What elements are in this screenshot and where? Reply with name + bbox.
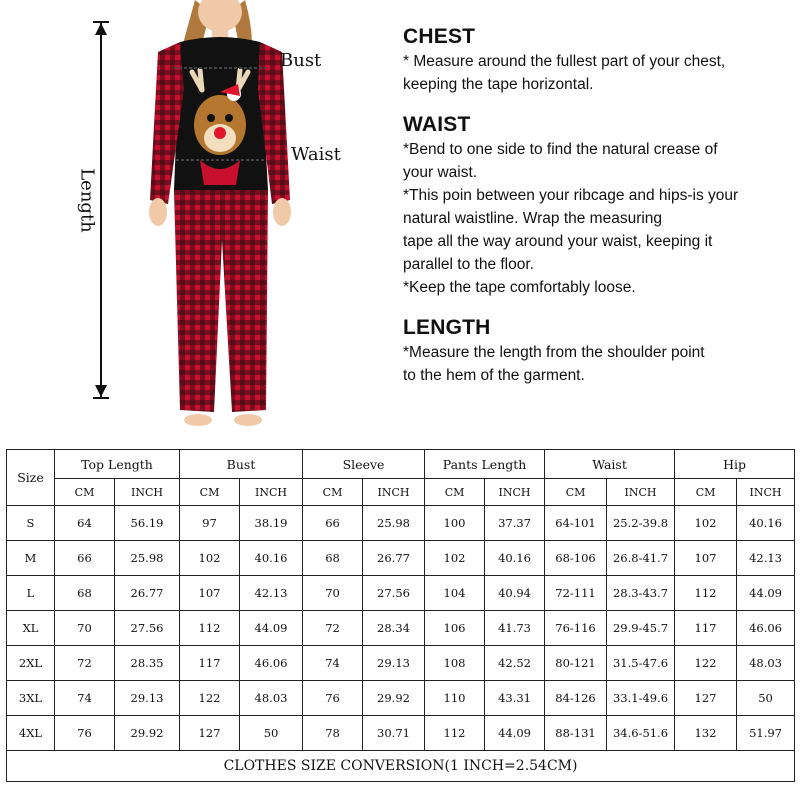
table-cell: 44.09 bbox=[240, 611, 303, 646]
table-cell: 29.92 bbox=[115, 716, 180, 751]
model-figure bbox=[0, 0, 380, 440]
table-cell: 34.6-51.6 bbox=[607, 716, 675, 751]
size-cell: XL bbox=[7, 611, 55, 646]
table-cell: 76-116 bbox=[545, 611, 607, 646]
table-cell: 107 bbox=[675, 541, 737, 576]
table-cell: 102 bbox=[425, 541, 485, 576]
table-cell: 42.13 bbox=[737, 541, 795, 576]
table-cell: 29.13 bbox=[363, 646, 425, 681]
table-cell: 29.92 bbox=[363, 681, 425, 716]
table-cell: 46.06 bbox=[240, 646, 303, 681]
table-row bbox=[7, 506, 795, 541]
group-header-bust: Bust bbox=[180, 450, 303, 479]
unit-inch-header: INCH bbox=[363, 479, 425, 506]
unit-cm-header: CM bbox=[303, 479, 363, 506]
unit-cm-header: CM bbox=[180, 479, 240, 506]
table-cell: 97 bbox=[180, 506, 240, 541]
measurement-instructions bbox=[403, 24, 783, 403]
pajama-pants bbox=[174, 190, 268, 412]
table-row bbox=[7, 681, 795, 716]
table-cell: 64-101 bbox=[545, 506, 607, 541]
group-header-sleeve: Sleeve bbox=[303, 450, 425, 479]
table-cell: 112 bbox=[425, 716, 485, 751]
table-cell: 112 bbox=[180, 611, 240, 646]
group-header-row bbox=[7, 450, 795, 479]
pajama-model-illustration bbox=[140, 0, 300, 440]
table-cell: 40.94 bbox=[485, 576, 545, 611]
table-cell: 40.16 bbox=[485, 541, 545, 576]
table-cell: 102 bbox=[180, 541, 240, 576]
arrow-up-icon bbox=[95, 23, 107, 35]
length-dimension-line bbox=[100, 22, 102, 398]
table-cell: 117 bbox=[180, 646, 240, 681]
table-cell: 33.1-49.6 bbox=[607, 681, 675, 716]
table-cell: 84-126 bbox=[545, 681, 607, 716]
table-cell: 117 bbox=[675, 611, 737, 646]
table-cell: 74 bbox=[303, 646, 363, 681]
table-cell: 30.71 bbox=[363, 716, 425, 751]
unit-inch-header: INCH bbox=[737, 479, 795, 506]
table-cell: 127 bbox=[180, 716, 240, 751]
group-header-waist: Waist bbox=[545, 450, 675, 479]
conversion-note: CLOTHES SIZE CONVERSION(1 INCH=2.54CM) bbox=[7, 751, 795, 782]
table-cell: 78 bbox=[303, 716, 363, 751]
waist-title: WAIST bbox=[403, 113, 471, 136]
unit-cm-header: CM bbox=[545, 479, 607, 506]
table-cell: 72 bbox=[303, 611, 363, 646]
table-cell: 68-106 bbox=[545, 541, 607, 576]
table-cell: 122 bbox=[180, 681, 240, 716]
table-row bbox=[7, 646, 795, 681]
unit-header-row bbox=[7, 479, 795, 506]
table-cell: 40.16 bbox=[737, 506, 795, 541]
size-header: Size bbox=[7, 450, 55, 506]
table-cell: 31.5-47.6 bbox=[607, 646, 675, 681]
table-cell: 100 bbox=[425, 506, 485, 541]
table-cell: 88-131 bbox=[545, 716, 607, 751]
table-cell: 42.13 bbox=[240, 576, 303, 611]
length-section bbox=[403, 315, 783, 387]
waist-label: Waist bbox=[291, 144, 341, 165]
table-cell: 46.06 bbox=[737, 611, 795, 646]
table-cell: 110 bbox=[425, 681, 485, 716]
unit-cm-header: CM bbox=[675, 479, 737, 506]
table-cell: 29.9-45.7 bbox=[607, 611, 675, 646]
table-cell: 48.03 bbox=[240, 681, 303, 716]
size-cell: M bbox=[7, 541, 55, 576]
table-cell: 56.19 bbox=[115, 506, 180, 541]
table-cell: 107 bbox=[180, 576, 240, 611]
chest-section bbox=[403, 24, 783, 96]
table-cell: 66 bbox=[303, 506, 363, 541]
table-cell: 40.16 bbox=[240, 541, 303, 576]
waist-section bbox=[403, 112, 783, 299]
table-row bbox=[7, 576, 795, 611]
table-cell: 28.3-43.7 bbox=[607, 576, 675, 611]
table-cell: 122 bbox=[675, 646, 737, 681]
group-header-top-length: Top Length bbox=[55, 450, 180, 479]
table-cell: 80-121 bbox=[545, 646, 607, 681]
table-cell: 25.2-39.8 bbox=[607, 506, 675, 541]
unit-inch-header: INCH bbox=[240, 479, 303, 506]
table-cell: 48.03 bbox=[737, 646, 795, 681]
table-cell: 66 bbox=[55, 541, 115, 576]
table-cell: 76 bbox=[55, 716, 115, 751]
table-cell: 28.34 bbox=[363, 611, 425, 646]
size-cell: 3XL bbox=[7, 681, 55, 716]
unit-cm-header: CM bbox=[425, 479, 485, 506]
table-cell: 50 bbox=[737, 681, 795, 716]
waist-text: *Bend to one side to find the natural crease of your waist. *This poin between your ribcage and hips-is your natural waistline. Wrap the measuring tape all the way around your waist, keeping it parallel to the floor. *Keep the tape comfortably loose. bbox=[403, 141, 739, 296]
chest-title: CHEST bbox=[403, 25, 476, 48]
table-cell: 72 bbox=[55, 646, 115, 681]
chest-text: * Measure around the fullest part of your chest, keeping the tape horizontal. bbox=[403, 53, 726, 93]
table-cell: 104 bbox=[425, 576, 485, 611]
table-cell: 28.35 bbox=[115, 646, 180, 681]
unit-inch-header: INCH bbox=[607, 479, 675, 506]
table-cell: 27.56 bbox=[115, 611, 180, 646]
size-cell: L bbox=[7, 576, 55, 611]
table-cell: 68 bbox=[55, 576, 115, 611]
table-cell: 127 bbox=[675, 681, 737, 716]
length-dimension-bottom-cap bbox=[93, 397, 109, 399]
table-cell: 25.98 bbox=[363, 506, 425, 541]
table-cell: 132 bbox=[675, 716, 737, 751]
length-label: Length bbox=[76, 168, 98, 233]
table-cell: 102 bbox=[675, 506, 737, 541]
table-cell: 44.09 bbox=[737, 576, 795, 611]
table-cell: 76 bbox=[303, 681, 363, 716]
size-chart-table bbox=[6, 449, 795, 782]
size-cell: 2XL bbox=[7, 646, 55, 681]
table-cell: 27.56 bbox=[363, 576, 425, 611]
table-cell: 112 bbox=[675, 576, 737, 611]
table-cell: 26.77 bbox=[115, 576, 180, 611]
table-cell: 108 bbox=[425, 646, 485, 681]
table-cell: 29.13 bbox=[115, 681, 180, 716]
table-cell: 68 bbox=[303, 541, 363, 576]
table-cell: 44.09 bbox=[485, 716, 545, 751]
table-row bbox=[7, 716, 795, 751]
unit-inch-header: INCH bbox=[485, 479, 545, 506]
unit-cm-header: CM bbox=[55, 479, 115, 506]
size-cell: 4XL bbox=[7, 716, 55, 751]
arrow-down-icon bbox=[95, 385, 107, 397]
table-cell: 38.19 bbox=[240, 506, 303, 541]
table-cell: 37.37 bbox=[485, 506, 545, 541]
table-cell: 42.52 bbox=[485, 646, 545, 681]
group-header-pants-length: Pants Length bbox=[425, 450, 545, 479]
table-row bbox=[7, 611, 795, 646]
table-cell: 106 bbox=[425, 611, 485, 646]
table-cell: 72-111 bbox=[545, 576, 607, 611]
table-cell: 64 bbox=[55, 506, 115, 541]
table-cell: 74 bbox=[55, 681, 115, 716]
table-cell: 26.77 bbox=[363, 541, 425, 576]
length-title: LENGTH bbox=[403, 316, 491, 339]
table-cell: 25.98 bbox=[115, 541, 180, 576]
unit-inch-header: INCH bbox=[115, 479, 180, 506]
table-cell: 70 bbox=[55, 611, 115, 646]
table-cell: 50 bbox=[240, 716, 303, 751]
footer-row bbox=[7, 751, 795, 782]
bust-label: Bust bbox=[280, 50, 322, 71]
length-text: *Measure the length from the shoulder point to the hem of the garment. bbox=[403, 344, 705, 384]
group-header-hip: Hip bbox=[675, 450, 795, 479]
table-cell: 26.8-41.7 bbox=[607, 541, 675, 576]
table-cell: 41.73 bbox=[485, 611, 545, 646]
size-cell: S bbox=[7, 506, 55, 541]
table-cell: 43.31 bbox=[485, 681, 545, 716]
size-rows bbox=[7, 506, 795, 751]
table-cell: 51.97 bbox=[737, 716, 795, 751]
table-row bbox=[7, 541, 795, 576]
table-cell: 70 bbox=[303, 576, 363, 611]
